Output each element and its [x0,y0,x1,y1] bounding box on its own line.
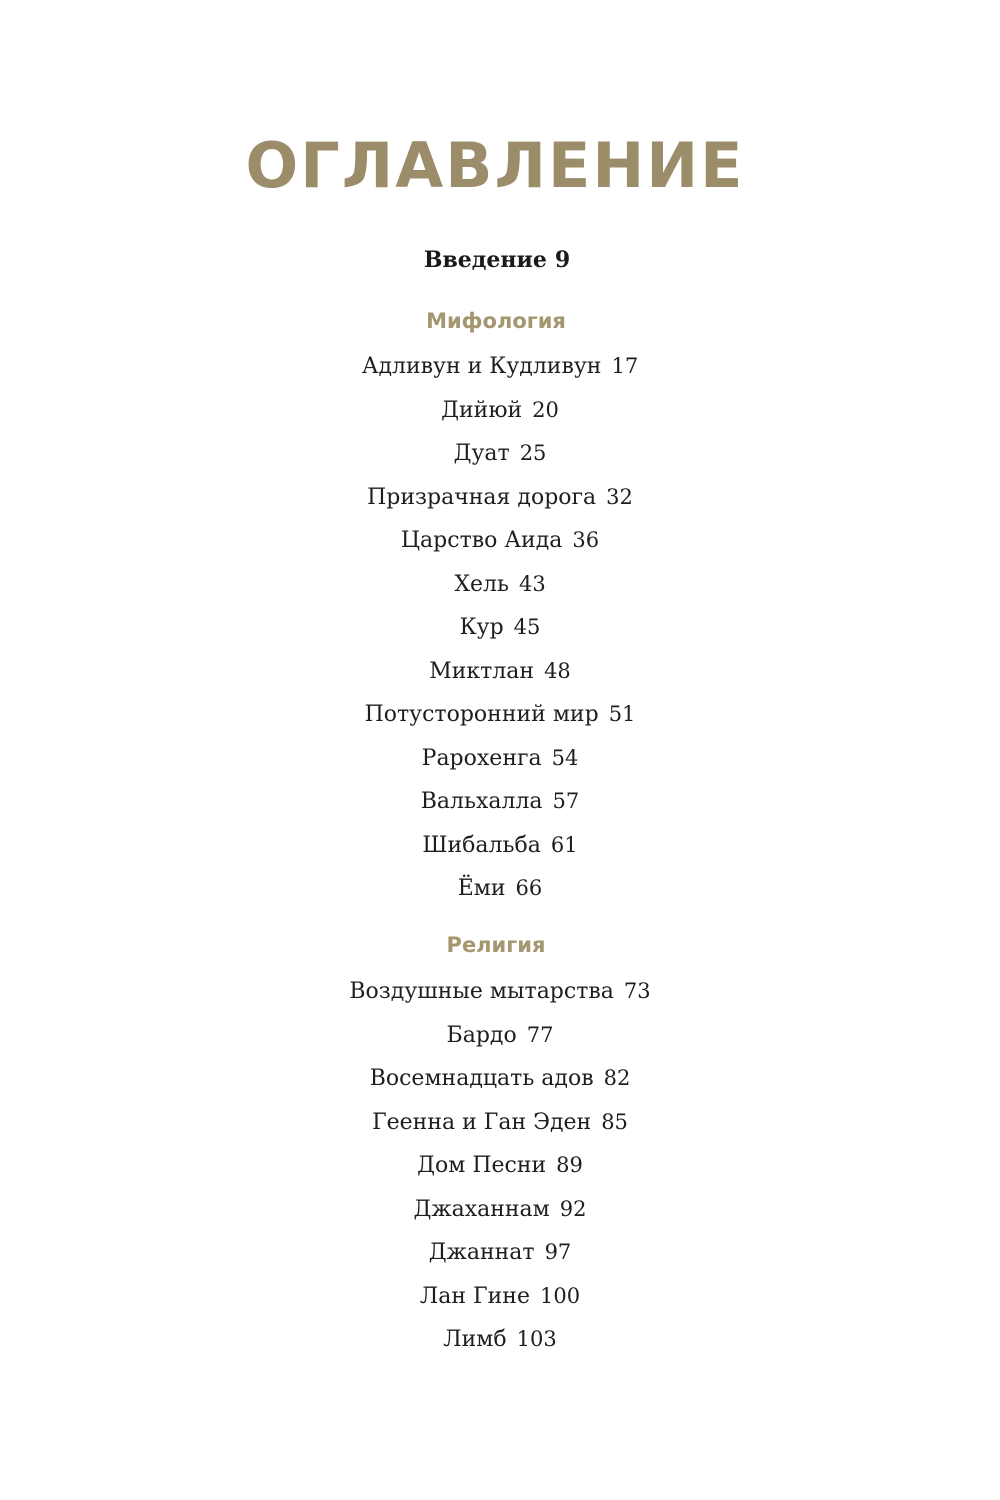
entry-label: Дуат [453,441,510,466]
entry-page-number: 54 [551,745,579,770]
entry-page-number: 20 [532,397,559,422]
section-heading-religion: Религия [446,933,546,957]
entry-page-number: 25 [519,441,547,465]
entry-label: Джаханнам [413,1196,550,1222]
entry-label: Лимб [443,1327,507,1352]
entry-label: Кур [459,615,504,640]
toc-entry [0,868,1000,912]
toc-entry [0,651,1000,695]
toc-entry [0,1189,1000,1233]
entry-page-number: 17 [611,354,639,378]
toc-entry [0,1015,1000,1059]
entry-page-number: 51 [608,702,636,726]
toc-entry [0,971,1000,1015]
toc-entry [0,1319,1000,1363]
entry-page-number: 77 [526,1022,554,1047]
entry-label: Воздушные мытарства [349,979,614,1004]
entry-label: Адливун и Кудливун [361,354,602,379]
toc-list-mythology [0,346,1000,912]
toc-entry [0,1102,1000,1146]
entry-label: Введение [423,247,547,273]
toc-entry [0,1232,1000,1276]
toc-entry [0,1058,1000,1102]
entry-label: Миктлан [429,658,535,684]
entry-page-number: 89 [556,1153,583,1177]
entry-page-number: 103 [516,1327,557,1351]
toc-entry-introduction [0,242,994,278]
toc-entry [0,390,1000,434]
entry-page-number: 48 [544,658,571,683]
toc-entry [0,1145,1000,1189]
toc-entry [0,694,1000,738]
toc-entry [0,520,1000,564]
toc-entry [0,346,1000,390]
toc-list-religion [0,971,1000,1363]
entry-page-number: 66 [515,876,543,900]
toc-entry [0,564,1000,608]
entry-label: Шибальба [422,832,541,858]
entry-label: Дом Песни [417,1153,547,1178]
entry-label: Царство Аида [400,528,563,553]
entry-page-number: 82 [603,1066,631,1090]
section-heading-mythology: Мифология [426,309,566,333]
entry-label: Ёми [457,876,506,901]
entry-page-number: 9 [554,247,571,273]
entry-page-number: 43 [518,571,546,596]
entry-label: Дийюй [441,397,523,423]
entry-label: Бардо [446,1022,517,1048]
entry-page-number: 92 [559,1196,587,1221]
entry-label: Восемнадцать адов [369,1066,594,1091]
toc-entry [0,433,1000,477]
entry-page-number: 85 [601,1109,628,1134]
page-title: ОГЛАВЛЕНИЕ [245,129,745,202]
toc-entry [0,781,1000,825]
toc-entry [0,825,1000,869]
entry-label: Потусторонний мир [364,702,599,727]
entry-label: Джаннат [428,1240,535,1265]
entry-label: Хель [454,571,509,597]
toc-entry [0,1276,1000,1320]
toc-entry [0,738,1000,782]
entry-page-number: 61 [550,832,578,857]
entry-label: Геенна и Ган Эден [372,1109,592,1135]
entry-page-number: 45 [513,615,541,639]
toc-entry [0,477,1000,521]
entry-page-number: 32 [606,484,633,509]
entry-page-number: 97 [544,1240,572,1264]
entry-page-number: 73 [623,979,651,1003]
entry-page-number: 57 [552,789,580,813]
entry-label: Вальхалла [420,789,543,814]
entry-page-number: 36 [572,528,600,552]
entry-label: Лан Гине [419,1283,530,1309]
entry-label: Рарохенга [421,745,542,771]
toc-entry [0,607,1000,651]
entry-label: Призрачная дорога [367,484,597,510]
entry-page-number: 100 [539,1283,581,1308]
